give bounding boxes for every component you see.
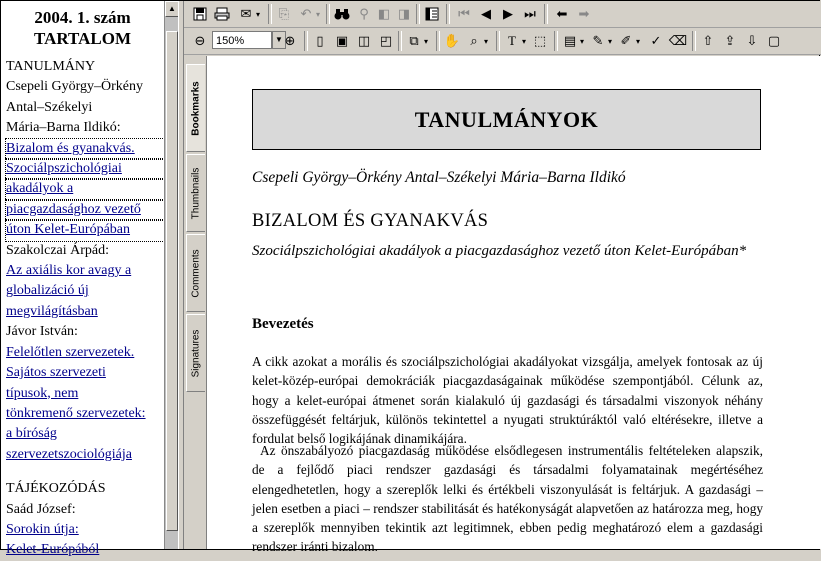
- toc-frame: [1, 1, 164, 558]
- tab-comments[interactable]: Comments: [186, 234, 205, 312]
- toc-link-bizalom[interactable]: [6, 139, 164, 241]
- scrollbar-thumb[interactable]: [166, 31, 178, 531]
- email-icon[interactable]: ✉: [240, 6, 252, 22]
- scroll-up-arrow-icon[interactable]: ▲: [165, 1, 179, 17]
- zoom-in-icon[interactable]: ⊕: [284, 33, 296, 49]
- toc-link-line[interactable]: Bizalom és gyanakvás.: [6, 139, 164, 159]
- toc-link-line[interactable]: típusok, nem: [6, 385, 79, 401]
- toc-link-line[interactable]: megvilágításban: [6, 303, 98, 319]
- zoom-level-input[interactable]: 150%: [212, 31, 272, 49]
- tab-signatures[interactable]: Signatures: [186, 314, 205, 392]
- toc-link-line[interactable]: Kelet-Európából: [6, 542, 100, 558]
- toc-title: TARTALOM: [34, 29, 131, 48]
- pencil-icon[interactable]: ✎: [592, 33, 604, 49]
- tab-thumbnails[interactable]: Thumbnails: [186, 154, 205, 232]
- go-back-icon[interactable]: ⬅: [556, 6, 568, 22]
- prev-page-icon[interactable]: ◀: [481, 6, 491, 22]
- toc-link-line[interactable]: úton Kelet-Európában: [6, 220, 164, 240]
- chevron-down-icon[interactable]: ▾: [483, 36, 488, 46]
- toc-link-line[interactable]: tönkremenő szervezetek:: [6, 405, 146, 421]
- zoom-tool-icon[interactable]: ⌕: [470, 33, 478, 49]
- pdf-viewer: [184, 1, 821, 555]
- issue-number: 2004. 1. szám: [34, 8, 131, 27]
- toc-author-1: Mária–Barna Ildikó:: [6, 120, 121, 136]
- chevron-down-icon[interactable]: ▾: [607, 36, 612, 46]
- toc-link-line[interactable]: Sorokin útja:: [6, 521, 79, 537]
- toc-link-line[interactable]: globalizáció új: [6, 283, 89, 299]
- document-icon[interactable]: ▢: [767, 33, 781, 49]
- toc-link-line[interactable]: piacgazdasághoz vezető: [6, 200, 164, 220]
- toc-list: [1, 57, 164, 561]
- toc-scrollbar[interactable]: [164, 1, 179, 549]
- paragraph: A cikk azokat a morális és szociálpszichológiai akadályokat vizsgálja, amelyek fontosak az új kelet-közép-európai demokráciák piacgazdaságainak működése szempontjából. Célunk az, hogy a kelet-európai átmenet során kialakuló új gazdasági és társadalmi viszonyok néhány összefüggését feltárjuk, különös tekintettel a nyugati struktúráktól való eltérésekre, illetve a fordulat belső logikájának dinamikájára.: [252, 354, 763, 447]
- tab-bookmarks[interactable]: Bookmarks: [186, 64, 205, 152]
- toc-link-line[interactable]: szervezetszociológiája: [6, 446, 132, 462]
- toc-link-axialis[interactable]: [6, 261, 164, 322]
- chevron-down-icon: ▾: [315, 9, 320, 19]
- first-page-icon: ⏮: [458, 6, 470, 22]
- snapshot-icon[interactable]: ⬚: [533, 33, 547, 49]
- show-hide-navigation-icon[interactable]: [422, 4, 442, 24]
- next-page-icon[interactable]: ▶: [503, 6, 513, 22]
- toc-author-1: Csepeli György–Örkény: [6, 79, 143, 95]
- chevron-down-icon[interactable]: ▾: [521, 36, 526, 46]
- chevron-down-icon[interactable]: ▼: [272, 31, 286, 49]
- toc-author-4: Saád József:: [6, 501, 76, 517]
- text-select-icon[interactable]: T: [508, 33, 516, 48]
- document-page: [207, 56, 821, 555]
- chevron-down-icon[interactable]: ▾: [579, 36, 584, 46]
- section-heading: Bevezetés: [252, 316, 314, 332]
- article-subtitle: Szociálpszichológiai akadályok a piacgazdasághoz vezető úton Kelet-Európában*: [252, 243, 747, 259]
- chevron-down-icon[interactable]: ▾: [635, 36, 640, 46]
- page-down-icon[interactable]: ⇩: [746, 33, 758, 49]
- toolbar-file: [184, 1, 821, 28]
- section-label-tajekozodas: TÁJÉKOZÓDÁS: [6, 481, 106, 497]
- rotate-view-icon[interactable]: ⧉: [409, 33, 419, 49]
- toc-link-line[interactable]: a bíróság: [6, 426, 57, 442]
- actual-size-icon[interactable]: ▯: [316, 33, 324, 49]
- go-forward-icon: ➡: [578, 6, 590, 22]
- toc-link-line[interactable]: Felelőtlen szervezetek.: [6, 344, 135, 360]
- paragraph: Az önszabályozó piacgazdaság működése elsődlegesen instrumentális feltételeken alapszik, de a fejlődő piaci rendszer gazdasági és társadalmi folyamatainak megértéséhez elengedhetetlen, hogy a szereplők lelki és értékbeli viszonyulását is feltárjuk. A gazdasági – jelen esetben a piaci – rendszer stabilitását és hatékonyságát alapvetően az határozza meg, hogy a szereplők mennyiben tekintik azt legitimnek, ebben pedig meghatározó elem a gazdasági rendszer iránti bizalom.: [252, 443, 763, 555]
- toc-author-3: Jávor István:: [6, 324, 78, 340]
- note-tool-icon[interactable]: ▤: [563, 33, 577, 49]
- toc-link-line[interactable]: Az axiális kor avagy a: [6, 263, 132, 279]
- last-page-icon[interactable]: ⏭: [524, 6, 536, 22]
- toc-author-2: Szakolczai Árpád:: [6, 242, 110, 258]
- toolbar-view: [184, 28, 821, 55]
- toc-link-felelotlen[interactable]: [6, 343, 164, 465]
- search-web-icon: ⚲: [359, 6, 369, 22]
- toc-link-line[interactable]: akadályok a: [6, 179, 164, 199]
- eraser-icon[interactable]: ⌫: [668, 33, 688, 49]
- copy-icon: ⎘: [278, 6, 290, 22]
- prev-view-doc-icon: ◧: [377, 6, 391, 22]
- toc-author-1: Antal–Székelyi: [6, 99, 93, 115]
- chevron-down-icon[interactable]: ▾: [255, 9, 260, 19]
- next-view-doc-icon: ◨: [397, 6, 411, 22]
- hand-tool-icon[interactable]: ✋: [443, 33, 461, 49]
- toc-link-line[interactable]: Szociálpszichológiai: [6, 159, 164, 179]
- page-export-icon[interactable]: ⇪: [724, 33, 736, 49]
- spell-check-icon[interactable]: ✓: [650, 33, 662, 49]
- fit-width-icon[interactable]: ◫: [357, 33, 371, 49]
- navigation-tabs: [184, 56, 207, 549]
- toc-header: [1, 7, 164, 49]
- fit-page-icon[interactable]: ▣: [335, 33, 349, 49]
- highlighter-icon[interactable]: ✐: [620, 33, 632, 49]
- article-authors: Csepeli György–Örkény Antal–Székelyi Mária–Barna Ildikó: [252, 169, 626, 186]
- chevron-down-icon[interactable]: ▾: [423, 36, 428, 46]
- section-label-tanulmany: TANULMÁNY: [6, 59, 96, 74]
- find-binoculars-icon[interactable]: [332, 4, 352, 24]
- undo-icon: ↶: [300, 6, 312, 22]
- save-icon[interactable]: [190, 4, 210, 24]
- print-icon[interactable]: [212, 4, 232, 24]
- page-up-icon[interactable]: ⇧: [702, 33, 714, 49]
- article-title: BIZALOM ÉS GYANAKVÁS: [252, 211, 489, 231]
- section-banner: TANULMÁNYOK: [252, 89, 761, 150]
- toc-link-line[interactable]: Sajátos szervezeti: [6, 365, 106, 381]
- zoom-out-icon[interactable]: ⊖: [194, 33, 206, 49]
- fit-visible-icon[interactable]: ◰: [379, 33, 393, 49]
- toc-link-sorokin[interactable]: [6, 520, 164, 561]
